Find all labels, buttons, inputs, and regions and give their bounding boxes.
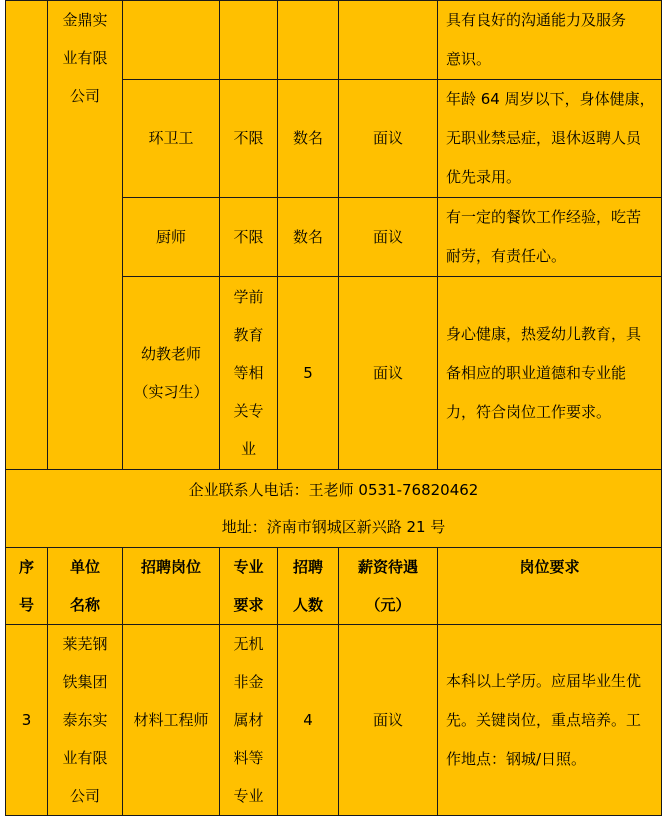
requirement-cell: 有一定的餐饮工作经验，吃苦 耐劳，有责任心。 [438, 198, 662, 277]
table-row [6, 625, 662, 816]
requirement-cell: 具有良好的沟通能力及服务 意识。 [438, 1, 662, 80]
count-cell: 5 [278, 277, 339, 470]
serial-cell-empty [6, 1, 48, 470]
header-count: 招聘 人数 [278, 548, 339, 625]
position-cell: 幼教老师 （实习生） [123, 277, 220, 470]
contact-row [6, 470, 662, 548]
contact-address: 地址：济南市钢城区新兴路 21 号 [221, 517, 446, 536]
header-serial: 序 号 [6, 548, 48, 625]
unit-name-cell: 金鼎实 业有限 公司 [48, 1, 123, 470]
major-cell: 学前 教育 等相 关专 业 [220, 277, 278, 470]
header-major: 专业 要求 [220, 548, 278, 625]
major-cell: 无机 非金 属材 料等 专业 [220, 625, 278, 816]
count-cell: 数名 [278, 198, 339, 277]
table-row [6, 1, 662, 80]
header-requirement: 岗位要求 [438, 548, 662, 625]
major-cell-empty [220, 1, 278, 80]
salary-cell: 面议 [339, 625, 438, 816]
position-cell: 环卫工 [123, 80, 220, 198]
salary-cell: 面议 [339, 80, 438, 198]
requirement-cell: 年龄 64 周岁以下，身体健康， 无职业禁忌症，退休返聘人员 优先录用。 [438, 80, 662, 198]
count-cell: 4 [278, 625, 339, 816]
position-cell: 厨师 [123, 198, 220, 277]
major-cell: 不限 [220, 80, 278, 198]
header-row [6, 548, 662, 625]
salary-cell: 面议 [339, 198, 438, 277]
major-cell: 不限 [220, 198, 278, 277]
requirement-cell: 身心健康，热爱幼儿教育，具 备相应的职业道德和专业能 力，符合岗位工作要求。 [438, 277, 662, 470]
salary-cell-empty [339, 1, 438, 80]
position-cell-empty [123, 1, 220, 80]
header-unit: 单位 名称 [48, 548, 123, 625]
count-cell: 数名 [278, 80, 339, 198]
recruitment-table [5, 0, 662, 816]
position-cell: 材料工程师 [123, 625, 220, 816]
contact-phone: 企业联系人电话：王老师 0531-76820462 [188, 480, 479, 499]
requirement-cell: 本科以上学历。应届毕业生优 先。关键岗位，重点培养。工 作地点：钢城/日照。 [438, 625, 662, 816]
contact-cell [6, 470, 662, 548]
unit-name-cell: 莱芜钢 铁集团 泰东实 业有限 公司 [48, 625, 123, 816]
header-position: 招聘岗位 [123, 548, 220, 625]
salary-cell: 面议 [339, 277, 438, 470]
header-salary: 薪资待遇 （元） [339, 548, 438, 625]
count-cell-empty [278, 1, 339, 80]
serial-cell: 3 [6, 625, 48, 816]
